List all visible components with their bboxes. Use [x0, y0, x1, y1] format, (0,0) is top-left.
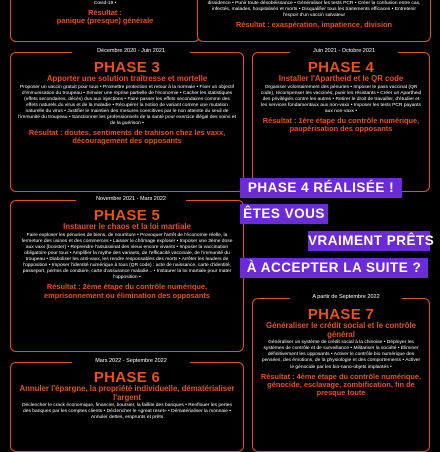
- phase4-body: Organiser volontairement des pénuries • Imposer le pass vaccinal (QR code), récompenser les vaccinés, punir les résistants • Créer un Apartheid des privilégiés contre les autres • Retirer le droit de travailler, d'étudier et les services fondamentaux aux non-vaxx • Imposer les tests PCR payants aux non-vaxx •: [260, 84, 422, 114]
- phase4-period: Juin 2021 - Octobre 2021: [290, 48, 398, 54]
- phase3-body: Proposer un vaccin gratuit pour tous • Promettre protection et retour à la normale • Fixer un objectif d'immunisation du troupeau • Simuler une reprise partielle de l'économie • Cacher les statistiques (effets secondaires, décès) dus aux injections • Faire passer les effets secondaires comme des effets naturels du virus et de la maladie • Récupérer la notion de variant comme une mutation naturelle du virus • Justifier le maintien des mesures coercitives par le non atteinte du seuil de l'immunité du troupeau • Sanctionner les professionnels de la santé pour exercice illégal des soins et de la guérison •: [18, 84, 236, 127]
- banner-line-4: À ACCEPTER LA SUITE ?: [240, 258, 428, 278]
- phase6-title: PHASE 6: [93, 369, 161, 386]
- phase2-right-result: Résultat : exaspération, impatience, division: [235, 20, 393, 30]
- phase6-period: Mars 2022 - Septembre 2022: [72, 358, 190, 364]
- phase2-left-box: [10, 0, 200, 42]
- phase2-left-body: Covid-19 •: [93, 1, 117, 6]
- banner-line-1: PHASE 4 RÉALISÉE !: [240, 178, 402, 198]
- phase7-box: [252, 298, 430, 452]
- phase3-period: Décembre 2020 - Juin 2021: [72, 48, 190, 54]
- phase5-title: PHASE 5: [93, 207, 161, 224]
- phase7-title: PHASE 7: [307, 306, 375, 323]
- phase2-left-result: Résultat : panique (presque) générale: [56, 8, 154, 26]
- phase5-body: Faire exploser les pénuries de biens, de nourriture • Provoquer l'arrêt de l'économie réelle, la fermeture des usines et des commerces • Laisser le chômage exploser • Imposer une 3ème dose aux vaxx (booster) • Reprendre l'assassinat des vieux encore vivants • Imposer la vaccination obligatoire pour tous • Amplifier la mythe des variants, de l'efficacité vaccinale, de l'immunité du troupeau • Diaboliser les anti-vaxx, les rendre responsables des morts • Arrêter les leaders de l'opposition • Imposer l'identité numérique à tous (QR code) : acte de naissance, carte d'identité, passeport, permis de conduire, carte d'assurance maladie... • Instaurer la loi martiale pour mater l'opposition •: [21, 232, 233, 281]
- phase5-box: [10, 200, 244, 352]
- banner-line-3: VRAIMENT PRÊTS: [308, 231, 430, 251]
- phase3-result: Résultat : doutes, sentiments de trahison chez les vaxx, découragement des opposants: [28, 128, 226, 146]
- phase3-subtitle: Apporter une solution traîtresse et mortelle: [46, 74, 208, 83]
- phase7-result: Résultat : 4ème étape du contrôle numérique, génocide, esclavage, zombification, fin de presque toute: [260, 371, 422, 398]
- phase7-body: Généraliser un système de crédit social à la chinoise • Déployer les systèmes de contrôle et de surveillance • Militariser la société • Éliminer définitivement les opposants • Activer le contrôle bio numérique des pensées, des émotions, de la physiologie et des comportements • Activer le génocide par les bio-nano-objets implantés •: [261, 340, 421, 370]
- phase3-title: PHASE 3: [93, 59, 161, 76]
- phase5-period: Novembre 2021 - Mars 2022: [76, 196, 186, 202]
- phase7-subtitle: Généraliser le crédit social et le contrôle général: [266, 321, 416, 339]
- phase4-title: PHASE 4: [307, 59, 375, 76]
- phase4-box: [252, 52, 430, 192]
- phase6-body: Déclencher le crack économique, financier, boursier, la faillite des banques • Renflouer les pertes des banques par les comptes clients • Déclencher le «great reset» • Dématérialiser la monnaie • Annuler dettes, emprunts et prêts: [22, 403, 232, 421]
- phase2-right-box: [197, 0, 431, 42]
- banner-line-2: ÊTES VOUS: [240, 204, 328, 224]
- phase2-right-body: dissidence • Punir toute désobéissance • Généraliser les tests PCR • Créer la confusion entre cas, infectés, malades, hospitalisés et morts • Disqualifier tous les traitements efficaces • Entretenir l'espoir d'un vaccin salvateur: [207, 1, 421, 19]
- phase3-box: [10, 52, 244, 192]
- phase7-period: A partir de Septembre 2022: [290, 294, 402, 300]
- phase5-result: Résultat : 2ème étape du contrôle numérique, emprisonnement ou élimination des opposants: [44, 282, 210, 300]
- phase6-box: [10, 362, 244, 452]
- phase4-subtitle: Installer l'Apartheid et le QR code: [278, 74, 404, 83]
- phase5-subtitle: Instaurer le chaos et la loi martiale: [63, 222, 191, 231]
- phase4-result: Résultat : 1ère étape du contrôle numérique, paupérisation des opposants: [262, 116, 420, 134]
- phase6-subtitle: Annuler l'épargne, la propriété individuelle, dématérialiser l'argent: [19, 384, 235, 402]
